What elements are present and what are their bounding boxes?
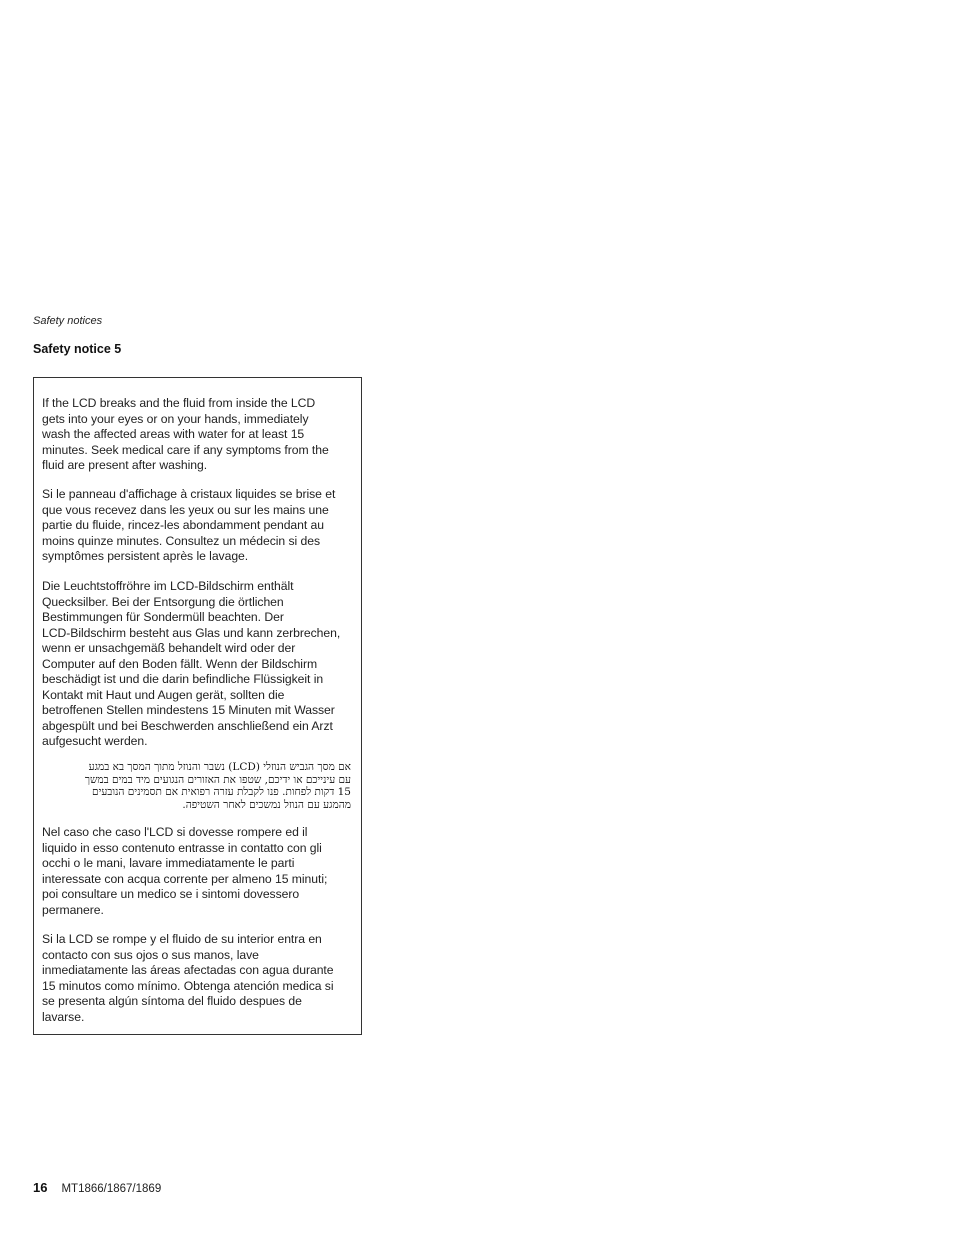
- text-line: que vous recevez dans les yeux ou sur les mains une: [42, 502, 329, 517]
- notice-title: Safety notice 5: [33, 342, 122, 356]
- running-head: Safety notices: [33, 315, 103, 327]
- text-line: 15 דקות לפחות. פנו לקבלת עזרה רפואית אם תסמינים הנובעים: [92, 786, 351, 798]
- text-line: Quecksilber. Bei der Entsorgung die örtlichen: [42, 594, 284, 609]
- text-line: Kontakt mit Haut und Augen gerät, sollten die: [42, 687, 285, 702]
- text-line: moins quinze minutes. Consultez un médecin si des: [42, 533, 321, 548]
- text-line: gets into your eyes or on your hands, immediately: [42, 411, 309, 426]
- notice-paragraph-french: [42, 487, 358, 565]
- text-line: wenn er unsachgemäß behandelt wird oder der: [42, 641, 296, 655]
- notice-paragraph-english: [42, 396, 358, 474]
- text-line: 15 minutos como mínimo. Obtenga atención medica si: [42, 978, 334, 993]
- text-line: fluid are present after washing.: [42, 458, 208, 472]
- text-line: partie du fluide, rincez-les abondamment pendant au: [42, 518, 325, 532]
- text-line: permanere.: [42, 902, 104, 917]
- text-line: wash the affected areas with water for at least 15: [42, 427, 305, 441]
- text-line: occhi o le mani, lavare immediatamente le parti: [42, 856, 295, 870]
- page-footer: [33, 1179, 161, 1197]
- text-line: contacto con sus ojos o sus manos, lave: [42, 947, 259, 962]
- notice-paragraph-german: [42, 579, 358, 750]
- page-number: 16: [33, 1180, 48, 1195]
- text-line: עם עינייכם או ידיכם, שטפו את האזורים הנגועים מיד במים במשך: [84, 773, 351, 786]
- text-line: If the LCD breaks and the fluid from inside the LCD: [42, 396, 316, 410]
- notice-paragraph-hebrew: [42, 761, 351, 811]
- text-line: lavarse.: [42, 1009, 85, 1024]
- text-line: Die Leuchtstoffröhre im LCD-Bildschirm enthält: [42, 579, 294, 593]
- text-line: LCD-Bildschirm besteht aus Glas und kann zerbrechen,: [42, 625, 341, 640]
- text-line: אם מסך הגביש הנוזלי (LCD) נשבר והנוזל מתוך המסך בא במגע: [88, 761, 351, 773]
- text-line: מהמגע עם הנוזל נמשכים לאחר השטיפה.: [182, 798, 351, 811]
- text-line: aufgesucht werden.: [42, 734, 148, 748]
- text-line: inmediatamente las áreas afectadas con agua durante: [42, 963, 334, 977]
- text-line: Computer auf den Boden fällt. Wenn der Bildschirm: [42, 656, 318, 671]
- text-line: betroffenen Stellen mindestens 15 Minuten mit Wasser: [42, 703, 335, 717]
- text-line: beschädigt ist und die darin befindliche Flüssigkeit in: [42, 672, 324, 686]
- notice-paragraph-italian: [42, 825, 358, 918]
- text-line: poi consultare un medico se i sintomi dovessero: [42, 887, 300, 901]
- text-line: minutes. Seek medical care if any symptoms from the: [42, 442, 329, 457]
- notice-paragraph-spanish: [42, 932, 358, 1025]
- text-line: Si le panneau d'affichage à cristaux liquides se brise et: [42, 487, 336, 501]
- text-line: abgespült und bei Beschwerden anschließend ein Arzt: [42, 718, 333, 733]
- text-line: Bestimmungen für Sondermüll beachten. Der: [42, 610, 284, 624]
- text-line: se presenta algún síntoma del fluido despues de: [42, 994, 302, 1008]
- text-line: symptômes persistent après le lavage.: [42, 549, 249, 563]
- model-number: MT1866/1867/1869: [61, 1183, 162, 1195]
- text-line: Nel caso che caso l'LCD si dovesse rompere ed il: [42, 825, 308, 839]
- text-line: interessate con acqua corrente per almeno 15 minuti;: [42, 871, 328, 886]
- text-line: liquido in esso contenuto entrasse in contatto con gli: [42, 840, 322, 855]
- text-line: Si la LCD se rompe y el fluido de su interior entra en: [42, 932, 322, 946]
